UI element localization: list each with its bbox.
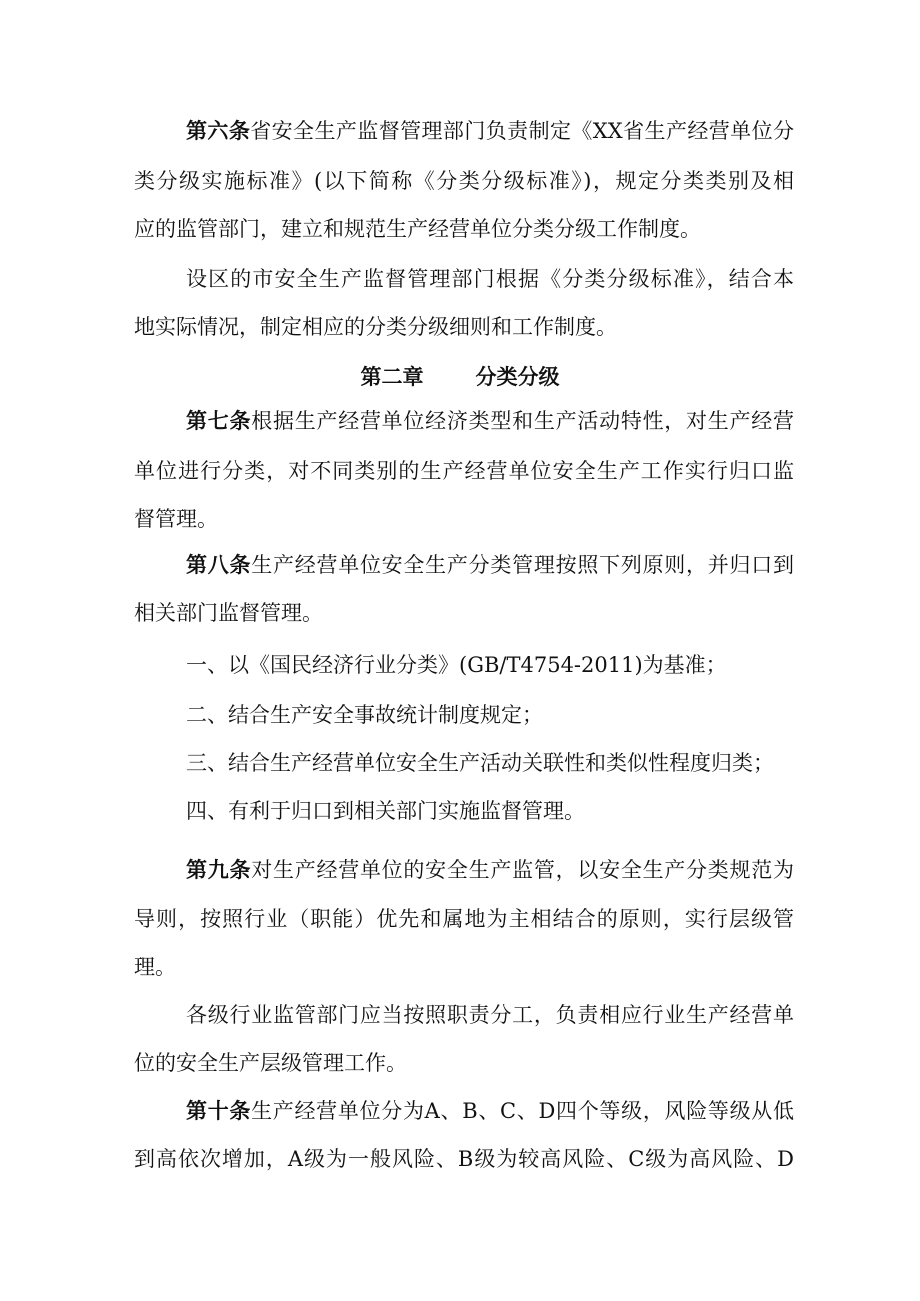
paragraph-6b-line-2: 地实际情况，制定相应的分类分级细则和工作制度。 — [134, 315, 617, 339]
article-7-line-1 — [186, 406, 794, 436]
paragraph-9b-line-1: 各级行业监管部门应当按照职责分工，负责相应行业生产经营单 — [186, 1003, 794, 1027]
article-8-label: 第八条 — [186, 552, 252, 577]
article-7-label: 第七条 — [186, 408, 252, 433]
article-8-line-2: 相关部门监督管理。 — [134, 601, 323, 625]
chapter-title: 分类分级 — [475, 364, 560, 389]
paragraph-6b-line-1: 设区的市安全生产监督管理部门根据《分类分级标准》，结合本 — [186, 267, 794, 291]
article-10-line-1 — [186, 1096, 794, 1126]
article-10-line-2: 到高依次增加，A级为一般风险、B级为较高风险、C级为高风险、D — [134, 1147, 794, 1171]
article-8-item-1: 一、以《国民经济行业分类》(GB/T4754-2011)为基准； — [186, 653, 727, 677]
article-9-text-1: 对生产经营单位的安全生产监管，以安全生产分类规范为 — [251, 858, 794, 882]
article-9-line-2: 导则，按照行业（职能）优先和属地为主相结合的原则，实行层级管 — [134, 907, 794, 931]
article-8-item-2: 二、结合生产安全事故统计制度规定； — [186, 703, 543, 727]
article-8-item-3: 三、结合生产经营单位安全生产活动关联性和类似性程度归类； — [186, 751, 774, 775]
chapter-heading — [0, 362, 920, 392]
article-10-label: 第十条 — [186, 1098, 252, 1123]
article-9-label: 第九条 — [186, 857, 252, 882]
paragraph-9b-line-2: 位的安全生产层级管理工作。 — [134, 1051, 407, 1075]
article-7-line-3: 督管理。 — [134, 507, 218, 531]
article-6-line-2: 类分级实施标准》(以下简称《分类分级标准》)，规定分类类别及相 — [134, 169, 794, 193]
article-7-text-1: 根据生产经营单位经济类型和生产活动特性，对生产经营 — [251, 409, 794, 433]
article-6-line-3: 应的监管部门，建立和规范生产经营单位分类分级工作制度。 — [134, 217, 701, 241]
article-9-line-1 — [186, 855, 794, 885]
article-10-text-1: 生产经营单位分为A、B、C、D四个等级，风险等级从低 — [251, 1099, 794, 1123]
chapter-number: 第二章 — [360, 364, 424, 389]
article-9-line-3: 理。 — [134, 955, 176, 979]
article-6-label: 第六条 — [186, 118, 251, 143]
article-8-item-4: 四、有利于归口到相关部门实施监督管理。 — [186, 799, 585, 823]
article-8-text-1: 生产经营单位安全生产分类管理按照下列原则，并归口到 — [251, 553, 794, 577]
article-6-text-1: 省安全生产监督管理部门负责制定《XX省生产经营单位分 — [250, 119, 794, 143]
article-8-line-1 — [186, 550, 794, 580]
article-6-line-1 — [186, 116, 794, 146]
article-7-line-2: 单位进行分类，对不同类别的生产经营单位安全生产工作实行归口监 — [134, 459, 794, 483]
